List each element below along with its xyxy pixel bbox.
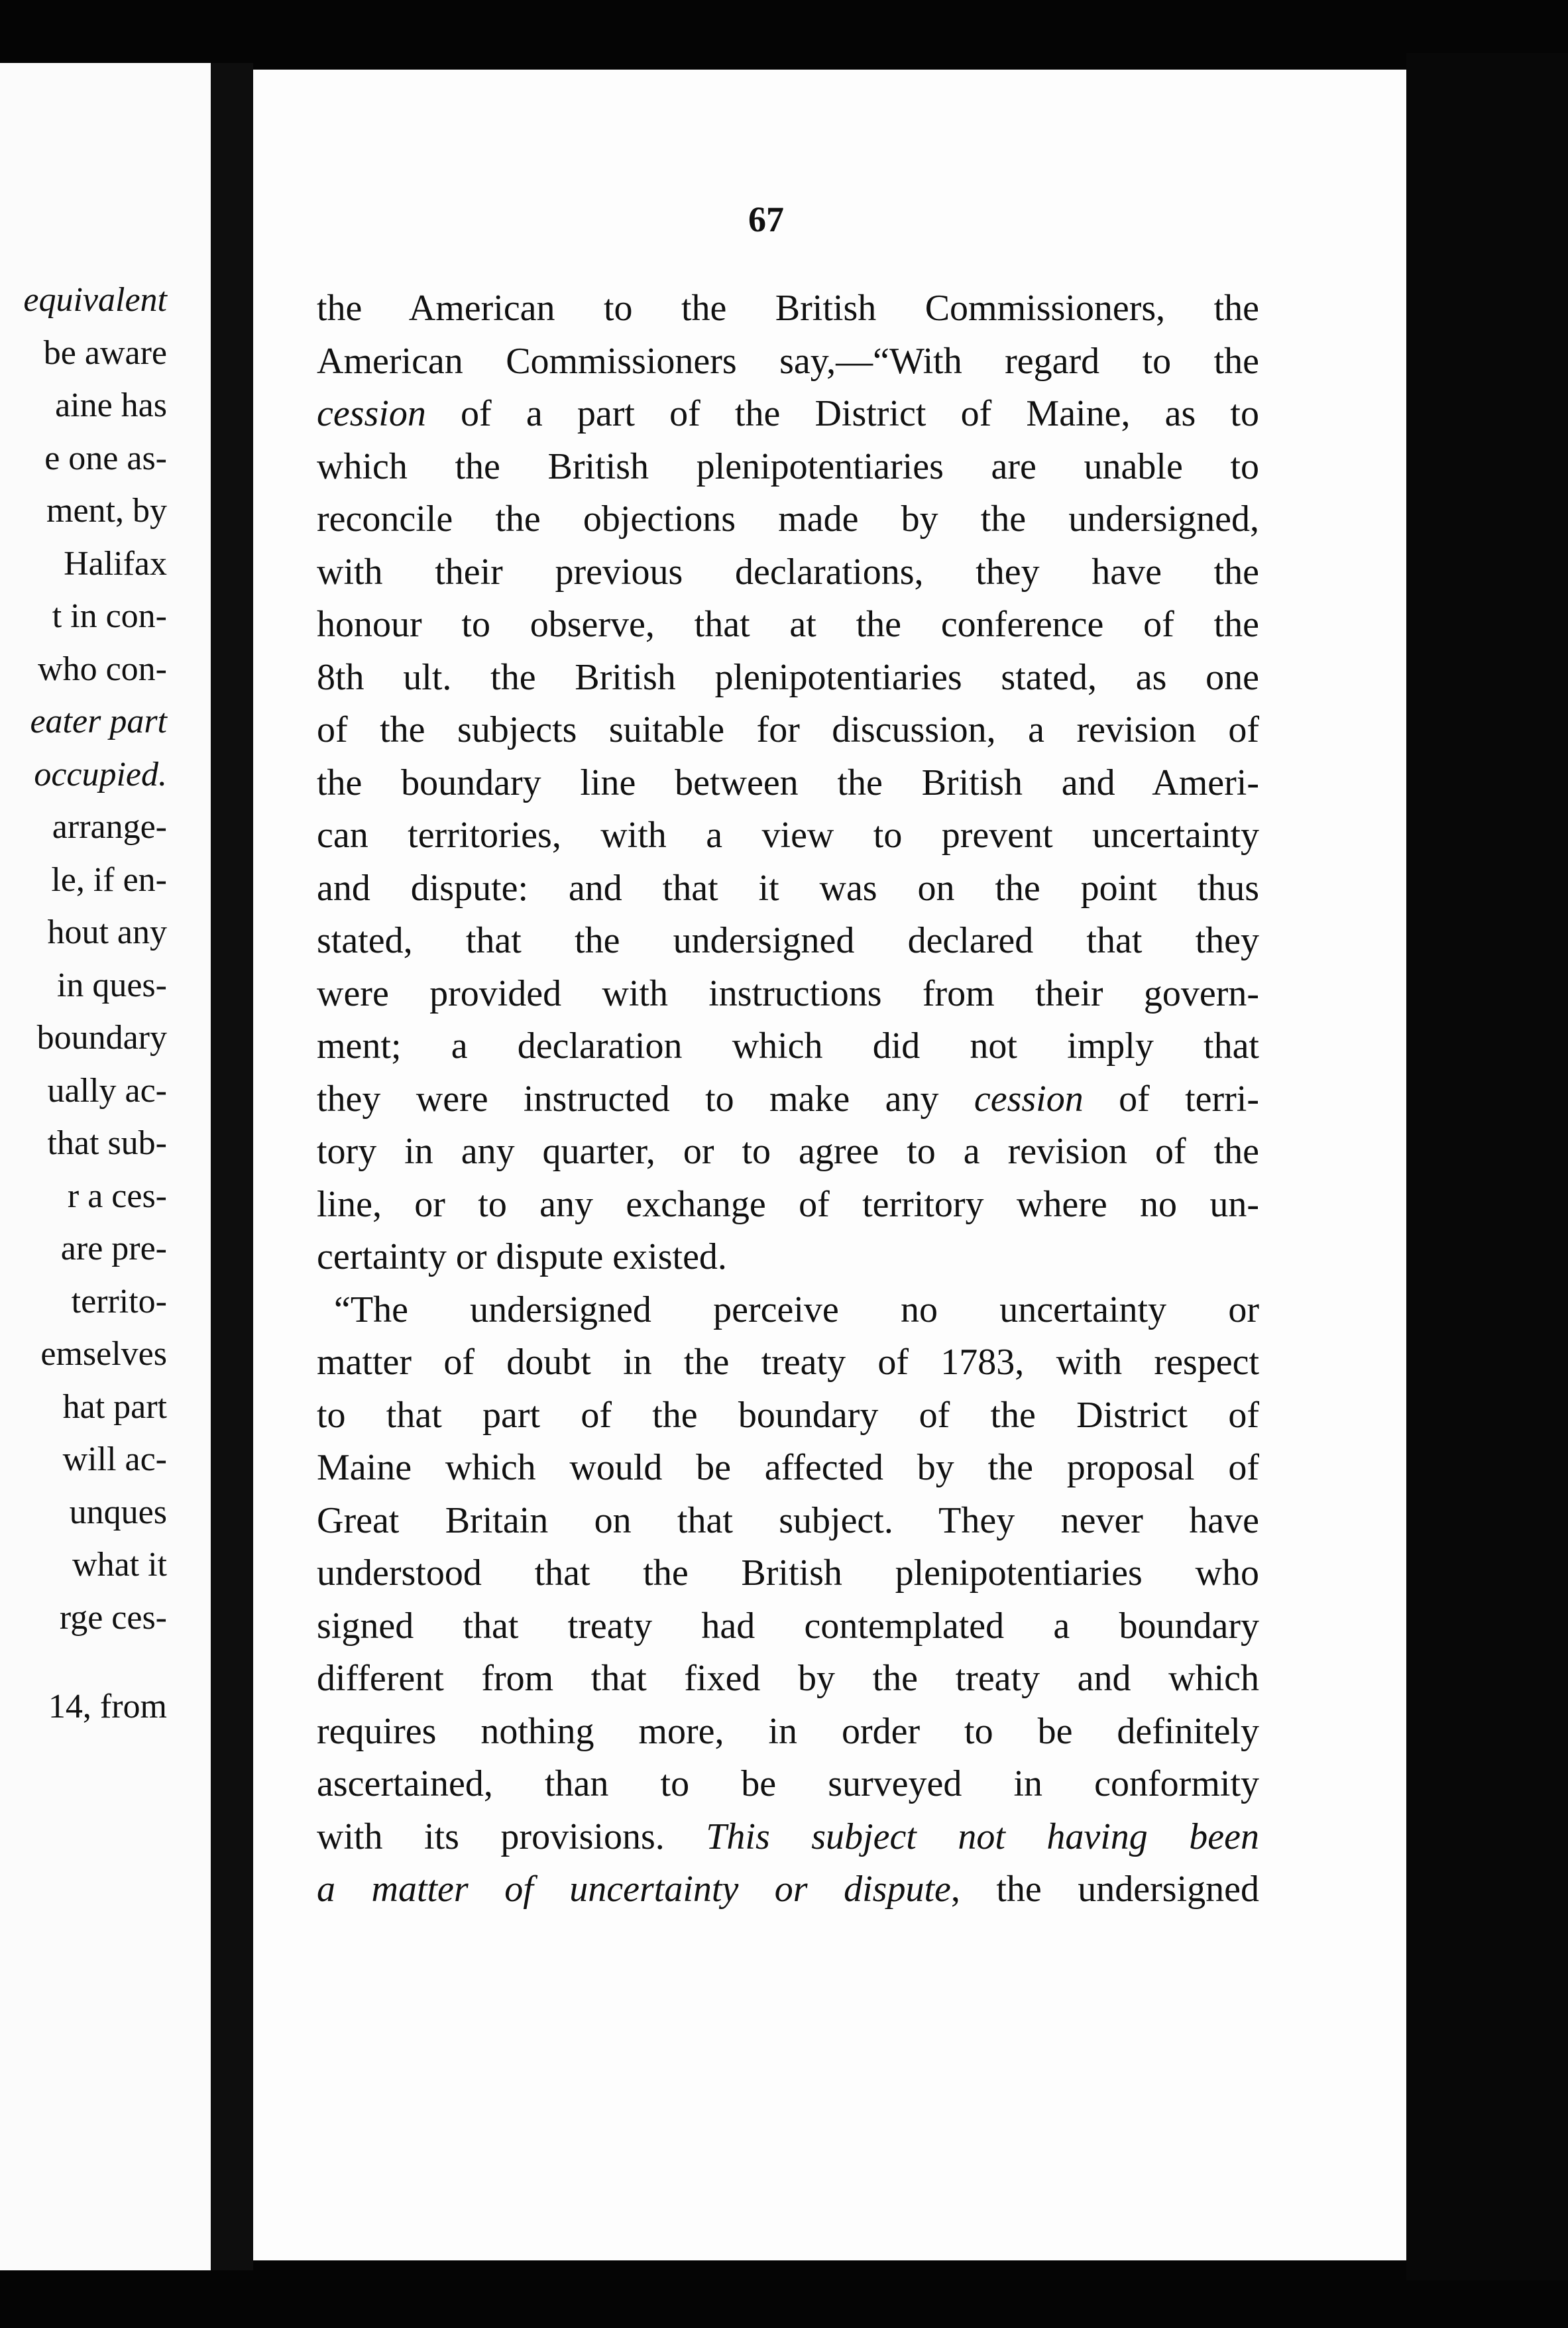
page-number: 67 <box>748 200 784 239</box>
text-line: stated, that the undersigned declared that they <box>317 920 1259 961</box>
left-line: equivalent <box>23 281 167 319</box>
previous-page-fragment <box>0 63 211 2270</box>
text-line: with their previous declarations, they have the <box>317 551 1259 593</box>
text-line: the boundary line between the British and Ameri- <box>317 762 1259 803</box>
left-line: le, if en- <box>51 860 167 899</box>
left-line: e one as- <box>44 439 167 477</box>
text-line <box>317 388 1259 441</box>
text-line: American Commissioners say,—“With regard to the <box>317 340 1259 382</box>
left-line: who con- <box>38 650 167 688</box>
text-line: different from that fixed by the treaty and which <box>317 1658 1259 1699</box>
left-line: t in con- <box>52 597 167 635</box>
text-line: can territories, with a view to prevent uncertainty <box>317 815 1259 856</box>
text-segment: of terri- <box>1083 1078 1259 1120</box>
left-line: rge ces- <box>59 1598 167 1637</box>
left-line: in ques- <box>56 966 167 1004</box>
left-line: Halifax <box>64 544 167 583</box>
left-line: ually ac- <box>47 1071 167 1110</box>
left-line: be aware <box>43 333 167 372</box>
text-line: requires nothing more, in order to be definitely <box>317 1710 1259 1752</box>
previous-page-text <box>0 274 167 1737</box>
italic-text: cession <box>317 393 426 434</box>
left-line: ment, by <box>46 492 167 530</box>
left-line: are pre- <box>60 1230 167 1267</box>
left-line: aine has <box>55 386 167 424</box>
text-line: Maine which would be affected by the proposal of <box>317 1447 1259 1488</box>
left-line: emselves <box>40 1335 167 1373</box>
text-segment: of a part of the District of Maine, as to <box>425 393 1259 434</box>
left-line: hout any <box>47 913 167 951</box>
text-line <box>317 1073 1259 1126</box>
left-line: 14, from <box>48 1688 167 1725</box>
italic-text: cession <box>974 1078 1084 1120</box>
text-segment: with its provisions. <box>317 1816 706 1857</box>
left-line: eater part <box>30 703 167 740</box>
scan-edge <box>1406 53 1568 2280</box>
left-line: what it <box>72 1546 167 1584</box>
text-line: Great Britain on that subject. They never have <box>317 1499 1259 1541</box>
text-line: ascertained, than to be surveyed in conformity <box>317 1763 1259 1804</box>
book-gutter <box>211 63 253 2270</box>
text-line: which the British plenipotentiaries are unable to <box>317 445 1259 487</box>
left-line: arrange- <box>52 808 167 846</box>
text-line: signed that treaty had contemplated a boundary <box>317 1605 1259 1647</box>
left-line: unques <box>69 1493 167 1531</box>
left-line: that sub- <box>47 1124 167 1162</box>
text-line <box>317 1863 1259 1916</box>
text-line: the American to the British Commissioners, the <box>317 288 1259 329</box>
left-line: occupied. <box>34 755 167 793</box>
text-line: reconcile the objections made by the undersigned, <box>317 498 1259 540</box>
left-line: hat part <box>62 1387 167 1426</box>
italic-text: This subject not having been <box>706 1816 1259 1857</box>
left-line: r a ces- <box>67 1177 167 1215</box>
text-line: “The undersigned perceive no uncertainty or <box>334 1289 1259 1330</box>
text-line: matter of doubt in the treaty of 1783, with respect <box>317 1342 1259 1383</box>
left-line: boundary <box>36 1019 167 1057</box>
page-body-text <box>317 282 1259 1916</box>
text-segment: , the undersigned <box>950 1869 1259 1910</box>
text-line: and dispute: and that it was on the point thus <box>317 867 1259 909</box>
text-line: 8th ult. the British plenipotentiaries stated, as one <box>317 656 1259 698</box>
text-line: understood that the British plenipotentiaries who <box>317 1552 1259 1594</box>
text-line: tory in any quarter, or to agree to a revision of the <box>317 1131 1259 1172</box>
left-line: territo- <box>71 1282 167 1320</box>
italic-text: a matter of uncertainty or dispute <box>317 1869 951 1910</box>
text-line: honour to observe, that at the conference of the <box>317 604 1259 645</box>
text-line: to that part of the boundary of the District of <box>317 1394 1259 1436</box>
text-line <box>317 1811 1259 1864</box>
text-segment: they were instructed to make any <box>317 1078 974 1120</box>
left-line: will ac- <box>62 1440 167 1478</box>
text-line: were provided with instructions from their govern- <box>317 972 1259 1014</box>
text-line: certainty or dispute existed. <box>317 1236 727 1277</box>
text-line: of the subjects suitable for discussion, a revision of <box>317 709 1259 750</box>
text-line: line, or to any exchange of territory where no un- <box>317 1183 1259 1225</box>
text-line: ment; a declaration which did not imply that <box>317 1025 1259 1067</box>
